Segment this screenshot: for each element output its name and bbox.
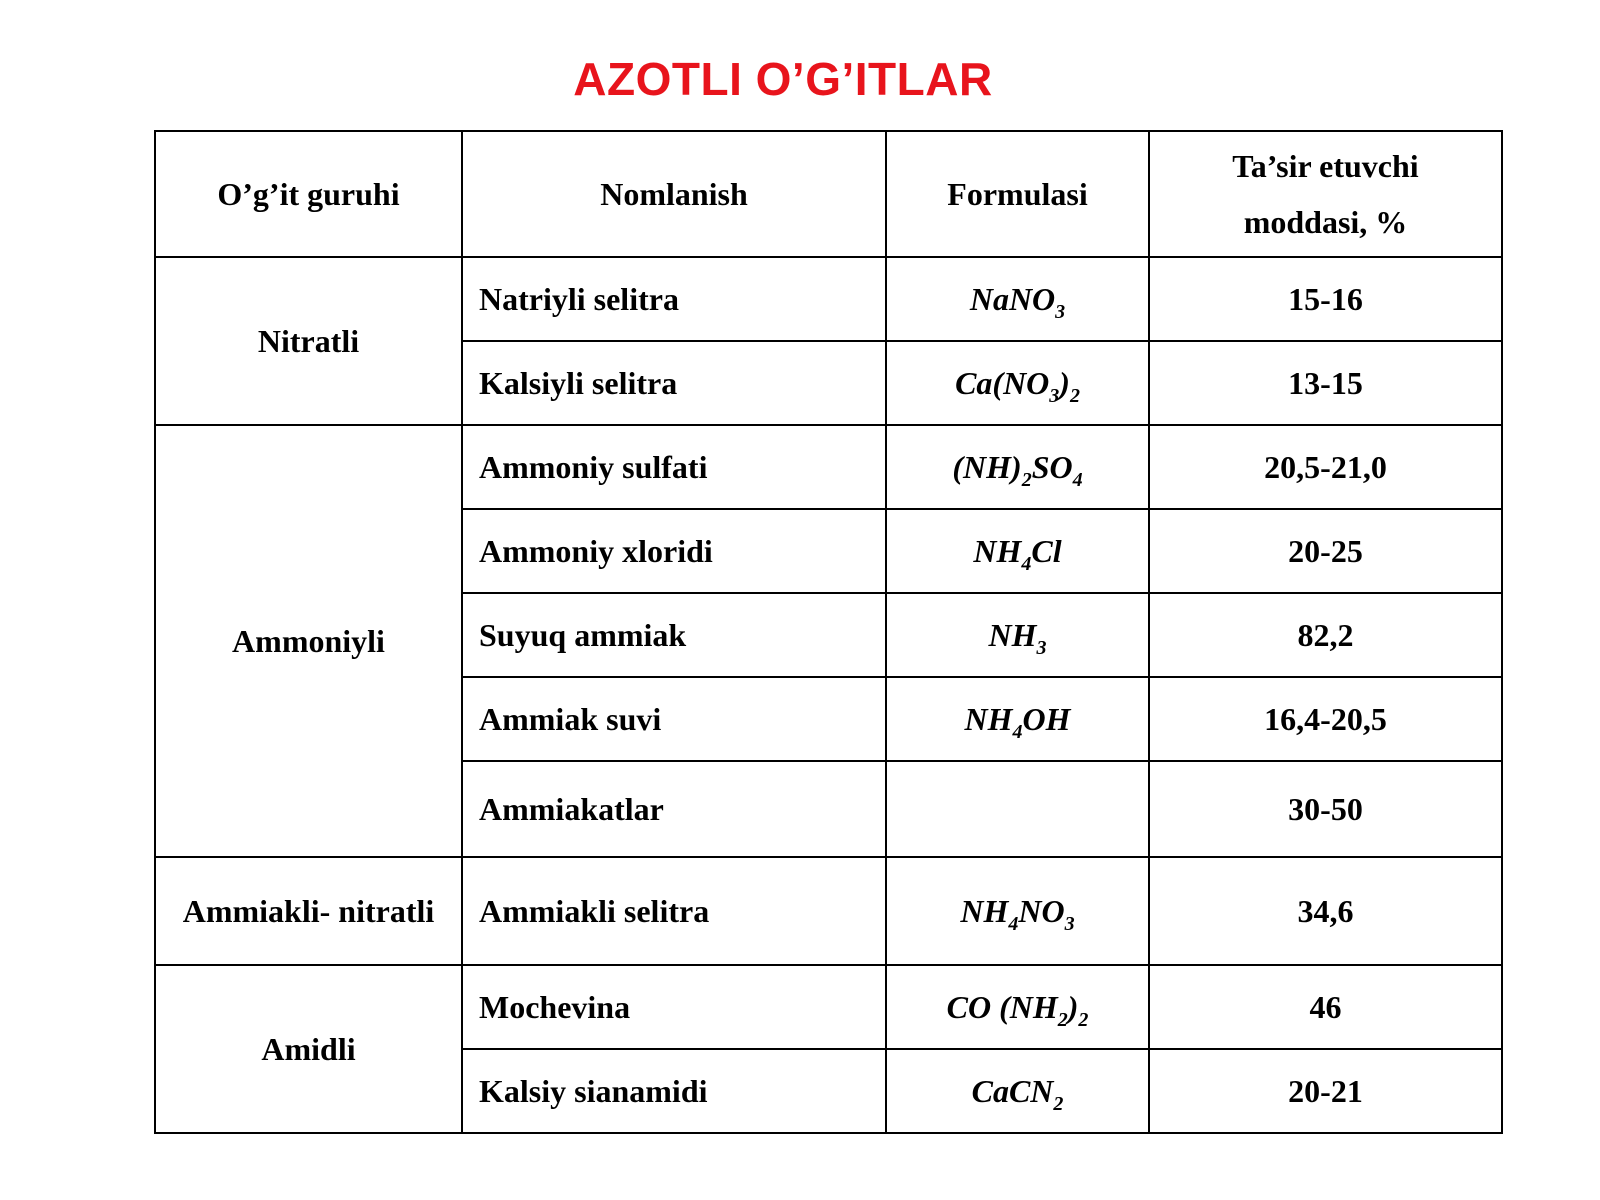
formula-text: CaCN bbox=[971, 1072, 1054, 1109]
formula-cell bbox=[886, 965, 1149, 1049]
percent-cell: 13-15 bbox=[1149, 341, 1502, 425]
percent-cell: 20-21 bbox=[1149, 1049, 1502, 1133]
formula-text: Ca(NO bbox=[955, 364, 1050, 401]
percent-cell: 20-25 bbox=[1149, 509, 1502, 593]
percent-cell: 30-50 bbox=[1149, 761, 1502, 857]
formula-text: (NH) bbox=[952, 448, 1022, 485]
group-cell: Ammiakli- nitratli bbox=[155, 857, 462, 965]
formula-cell bbox=[886, 1049, 1149, 1133]
formula-cell bbox=[886, 257, 1149, 341]
formula-text: CO (NH bbox=[946, 988, 1058, 1025]
percent-cell: 15-16 bbox=[1149, 257, 1502, 341]
formula-text: Cl bbox=[1031, 532, 1062, 569]
name-cell: Ammoniy sulfati bbox=[462, 425, 886, 509]
formula-subscript: 4 bbox=[1021, 552, 1032, 575]
percent-cell: 82,2 bbox=[1149, 593, 1502, 677]
percent-cell: 20,5-21,0 bbox=[1149, 425, 1502, 509]
formula-subscript: 4 bbox=[1072, 468, 1083, 491]
name-cell: Ammiakli selitra bbox=[462, 857, 886, 965]
formula-text: NaNO bbox=[969, 280, 1056, 317]
formula-subscript: 2 bbox=[1053, 1092, 1064, 1115]
formula-cell bbox=[886, 509, 1149, 593]
formula-subscript: 2 bbox=[1069, 384, 1080, 407]
header-active-substance bbox=[1149, 131, 1502, 257]
table-row bbox=[155, 257, 1502, 341]
header-row bbox=[155, 131, 1502, 257]
name-cell: Natriyli selitra bbox=[462, 257, 886, 341]
formula-text: NO bbox=[1018, 892, 1065, 929]
formula-subscript: 3 bbox=[1064, 912, 1075, 935]
percent-cell: 34,6 bbox=[1149, 857, 1502, 965]
formula-cell bbox=[886, 761, 1149, 857]
name-cell: Mochevina bbox=[462, 965, 886, 1049]
formula-text: ) bbox=[1067, 988, 1079, 1025]
formula-cell bbox=[886, 341, 1149, 425]
formula-text: NH bbox=[964, 700, 1013, 737]
formula-text: NH bbox=[973, 532, 1022, 569]
formula-text: OH bbox=[1022, 700, 1071, 737]
header-active-line1: Ta’sir etuvchi bbox=[1232, 148, 1419, 184]
page-title: AZOTLI O’G’ITLAR bbox=[573, 53, 993, 105]
fertilizer-table bbox=[154, 130, 1503, 1134]
table-row bbox=[155, 965, 1502, 1049]
formula-subscript: 3 bbox=[1036, 636, 1047, 659]
formula-subscript: 2 bbox=[1057, 1008, 1068, 1031]
header-formula: Formulasi bbox=[886, 131, 1149, 257]
formula-cell bbox=[886, 857, 1149, 965]
name-cell: Kalsiyli selitra bbox=[462, 341, 886, 425]
formula-subscript: 2 bbox=[1021, 468, 1032, 491]
header-active-line2: moddasi, % bbox=[1243, 204, 1408, 240]
table-row bbox=[155, 857, 1502, 965]
formula-text: SO bbox=[1031, 448, 1073, 485]
name-cell: Kalsiy sianamidi bbox=[462, 1049, 886, 1133]
header-group: O’g’it guruhi bbox=[155, 131, 462, 257]
formula-text: ) bbox=[1059, 364, 1070, 401]
table-row bbox=[155, 425, 1502, 509]
group-cell: Ammoniyli bbox=[155, 425, 462, 857]
percent-cell: 46 bbox=[1149, 965, 1502, 1049]
formula-cell bbox=[886, 593, 1149, 677]
group-cell: Amidli bbox=[155, 965, 462, 1133]
formula-subscript: 4 bbox=[1008, 912, 1019, 935]
formula-cell bbox=[886, 677, 1149, 761]
group-cell: Nitratli bbox=[155, 257, 462, 425]
name-cell: Ammoniy xloridi bbox=[462, 509, 886, 593]
name-cell: Ammiak suvi bbox=[462, 677, 886, 761]
name-cell: Ammiakatlar bbox=[462, 761, 886, 857]
formula-text: NH bbox=[960, 892, 1009, 929]
header-name: Nomlanish bbox=[462, 131, 886, 257]
formula-subscript: 2 bbox=[1078, 1008, 1089, 1031]
formula-subscript: 3 bbox=[1055, 300, 1066, 323]
formula-cell bbox=[886, 425, 1149, 509]
table-body bbox=[155, 257, 1502, 1133]
formula-text: NH bbox=[988, 616, 1037, 653]
percent-cell: 16,4-20,5 bbox=[1149, 677, 1502, 761]
formula-subscript: 3 bbox=[1049, 384, 1060, 407]
name-cell: Suyuq ammiak bbox=[462, 593, 886, 677]
formula-subscript: 4 bbox=[1012, 720, 1023, 743]
